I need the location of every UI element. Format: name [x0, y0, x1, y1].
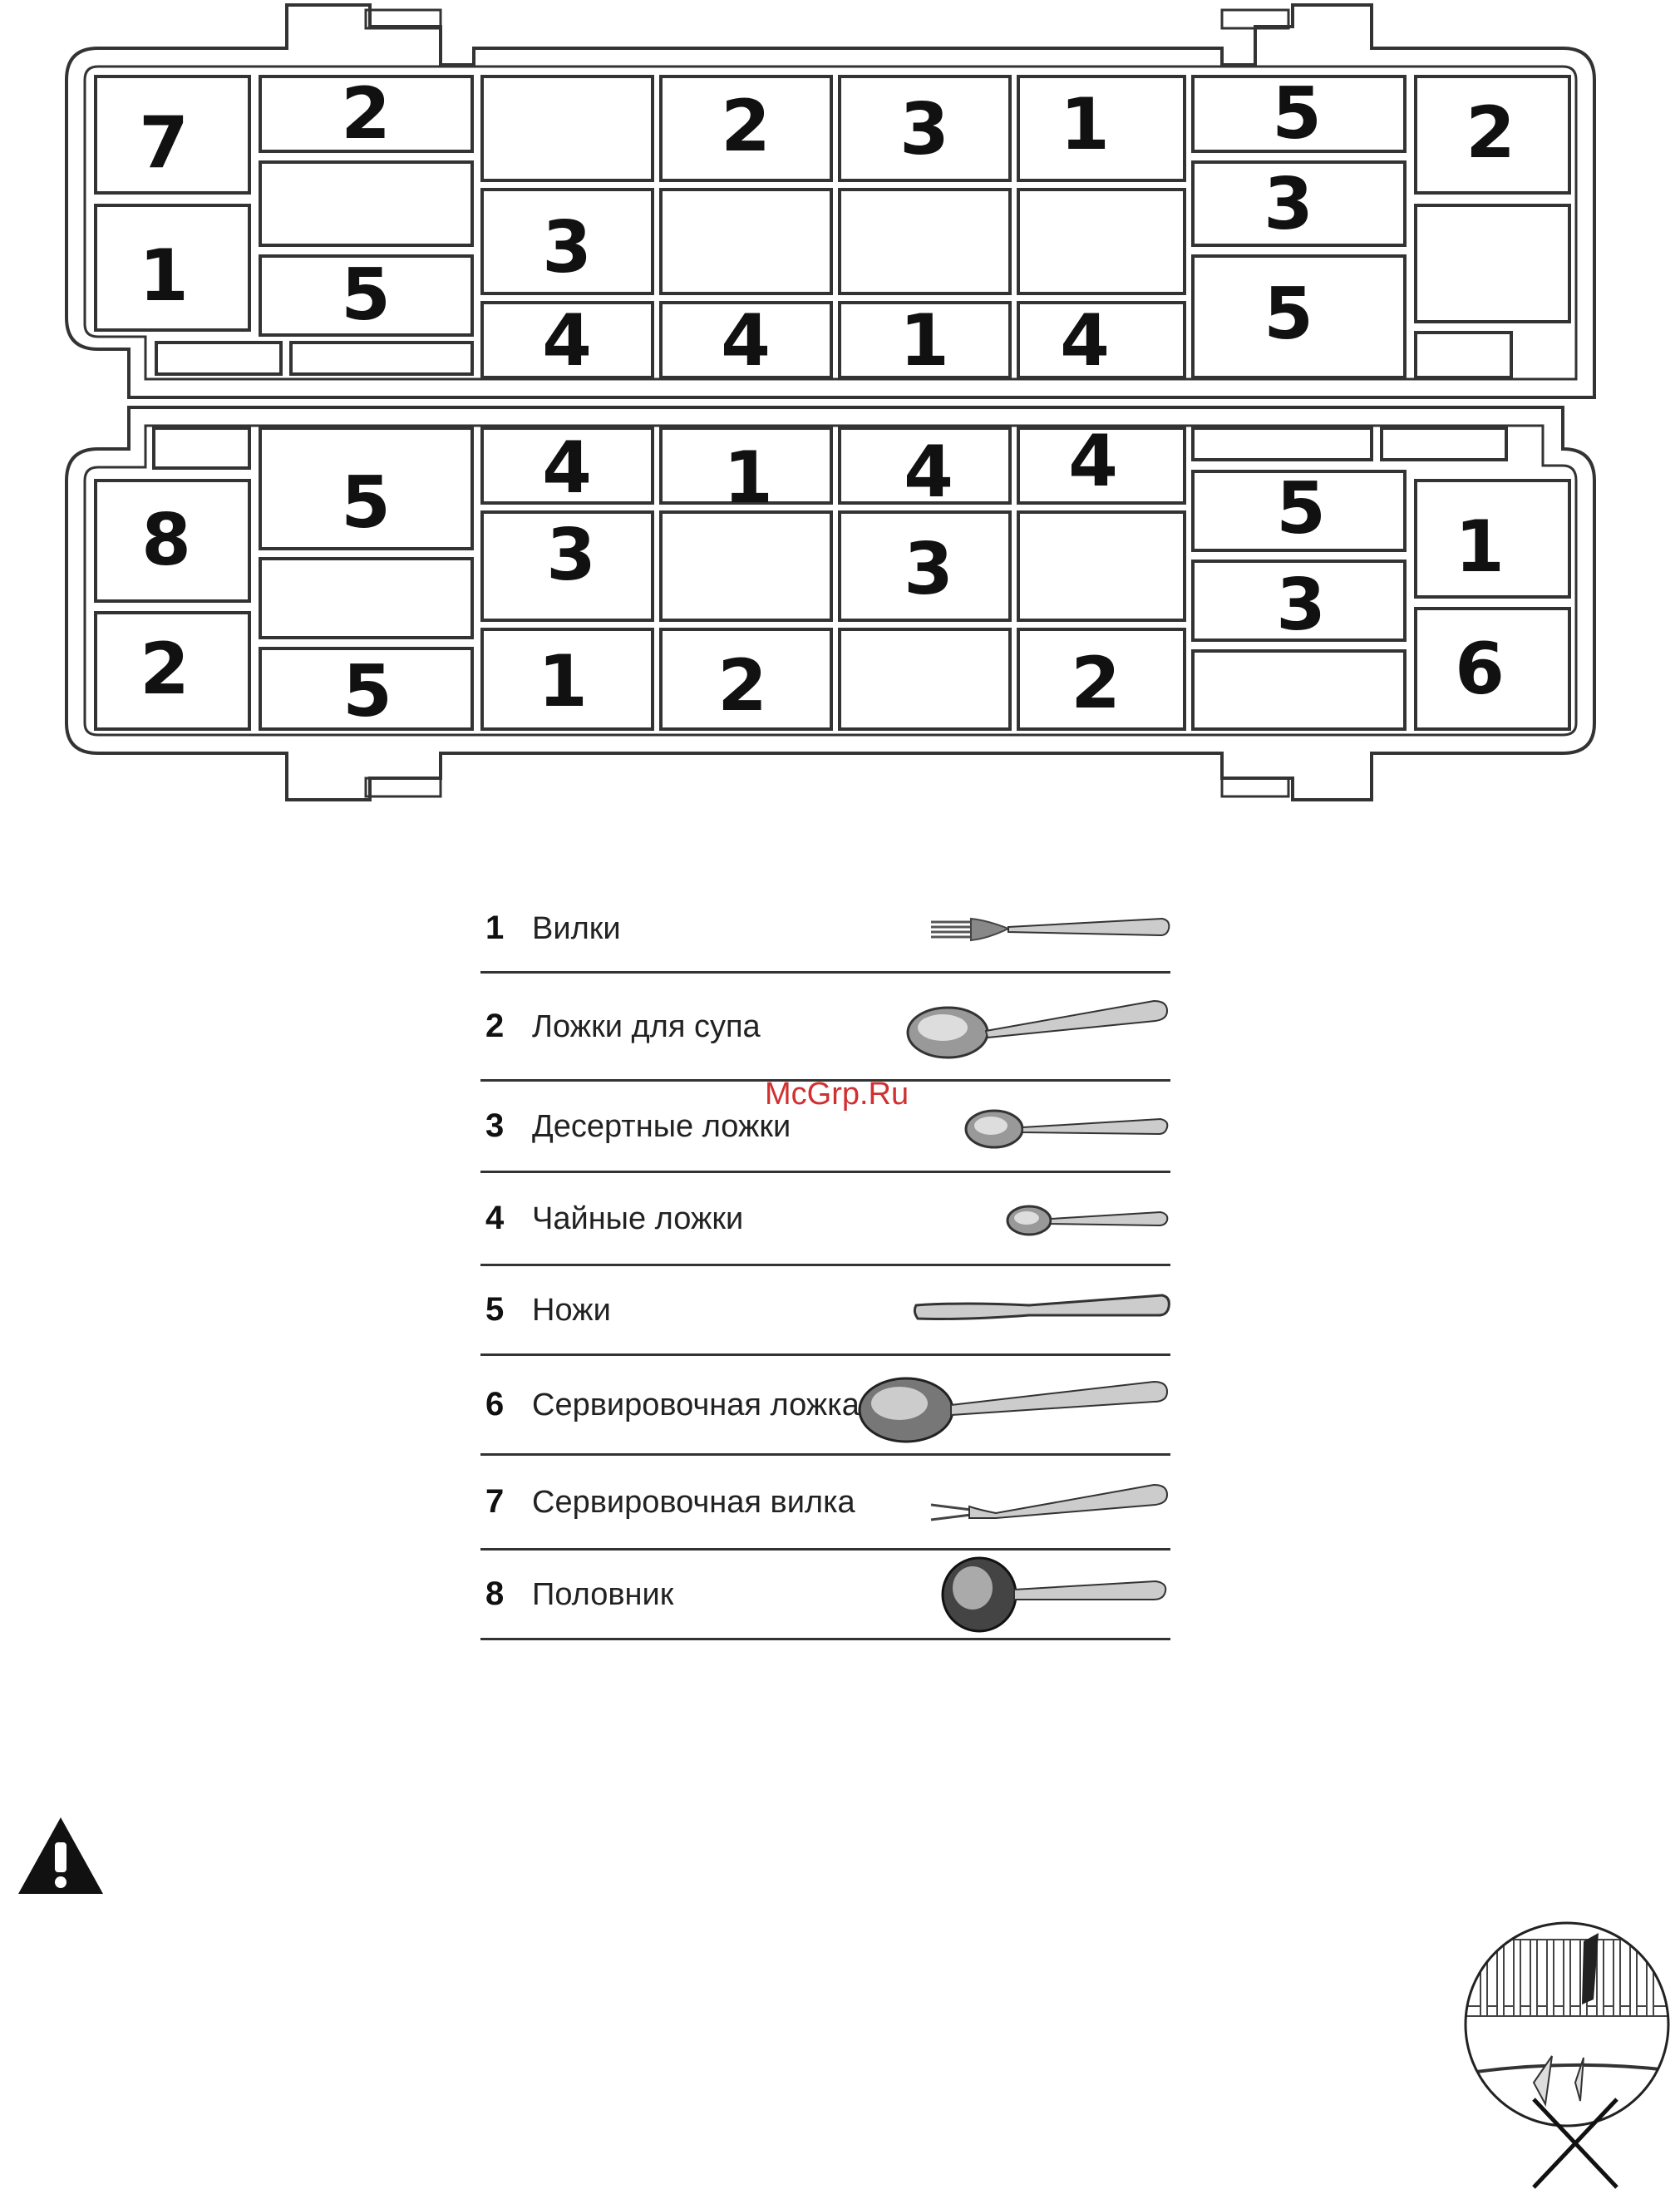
legend-label: Сервировочная ложка: [532, 1387, 860, 1422]
legend-row-serving-spoon: [480, 1356, 1170, 1456]
bottom-cell-c2-1: 1: [723, 436, 773, 520]
legend-row-forks: [480, 885, 1170, 974]
top-cell-c2-1: 2: [721, 85, 771, 168]
top-cell-c2-3: 4: [721, 299, 771, 382]
legend-label: Вилки: [532, 910, 621, 946]
fork-icon: [929, 904, 1170, 954]
legend-label: Половник: [532, 1576, 674, 1612]
cutlery-legend: [480, 885, 1170, 1640]
top-cell-left-1: 7: [139, 101, 189, 185]
bottom-cell-c3-2: 3: [904, 528, 953, 611]
bottom-cell-c1-1: 4: [542, 426, 592, 510]
dessert-spoon-icon: [963, 1097, 1170, 1156]
legend-row-teaspoons: [480, 1173, 1170, 1266]
serving-spoon-icon: [855, 1363, 1170, 1447]
watermark: McGrp.Ru: [765, 1077, 909, 1112]
knife-icon: [913, 1285, 1170, 1335]
top-cell-c3-1: 3: [899, 88, 949, 171]
top-cell-c1-2: 4: [542, 299, 592, 382]
bottom-cell-c1-3: 1: [538, 640, 588, 723]
legend-label: Десертные ложки: [532, 1108, 791, 1144]
dish-rack-illustration-icon: [1459, 1908, 1675, 2191]
soup-spoon-icon: [904, 989, 1170, 1064]
bottom-cell-c3-1: 4: [904, 431, 953, 514]
bottom-cell-col2-3: 5: [342, 650, 392, 733]
top-cell-right-1: 5: [1272, 72, 1322, 155]
top-cell-col2-1: 2: [341, 72, 391, 155]
teaspoon-icon: [1004, 1194, 1170, 1244]
bottom-cell-left-2: 2: [140, 628, 190, 711]
legend-row-soup-spoons: [480, 974, 1170, 1082]
legend-row-knives: [480, 1266, 1170, 1356]
bottom-cell-right-2: 3: [1276, 564, 1326, 647]
top-cell-c3-3: 1: [899, 299, 949, 382]
legend-number: 4: [485, 1200, 505, 1236]
top-cell-c1-1: 3: [542, 206, 592, 289]
top-cell-c4-1: 1: [1060, 83, 1110, 166]
bottom-cell-c2-3: 2: [717, 644, 767, 727]
top-cell-right-2: 3: [1264, 163, 1313, 246]
top-cell-right-3: 5: [1264, 273, 1313, 356]
ladle-icon: [938, 1553, 1170, 1636]
legend-label: Ножи: [532, 1292, 611, 1328]
top-cell-c4-3: 4: [1060, 299, 1110, 382]
top-cell-left-2: 1: [139, 234, 189, 318]
cutlery-tray-diagram: [0, 0, 1680, 815]
top-cell-col2-3: 5: [341, 254, 391, 337]
legend-number: 2: [485, 1008, 505, 1044]
legend-number: 8: [485, 1575, 505, 1612]
bottom-cell-far-right-2: 6: [1455, 628, 1505, 711]
legend-label: Ложки для супа: [532, 1008, 761, 1044]
legend-row-serving-fork: [480, 1456, 1170, 1551]
bottom-cell-c1-2: 3: [546, 514, 596, 597]
warning-icon: [15, 1814, 106, 1897]
legend-number: 1: [485, 910, 505, 946]
legend-number: 3: [485, 1107, 505, 1144]
top-cell-far-right-1: 2: [1466, 91, 1515, 175]
legend-number: 5: [485, 1291, 505, 1328]
legend-row-ladle: [480, 1551, 1170, 1640]
serving-fork-icon: [929, 1473, 1170, 1531]
bottom-cell-right-1: 5: [1276, 467, 1326, 550]
bottom-cell-col2-1: 5: [341, 461, 391, 545]
bottom-cell-far-right-1: 1: [1455, 505, 1505, 589]
legend-label: Сервировочная вилка: [532, 1484, 855, 1520]
bottom-cell-c4-3: 2: [1071, 642, 1121, 725]
bottom-cell-c4-1: 4: [1068, 420, 1118, 503]
bottom-cell-left-1: 8: [141, 499, 191, 582]
legend-label: Чайные ложки: [532, 1201, 744, 1236]
legend-number: 6: [485, 1386, 505, 1422]
legend-number: 7: [485, 1483, 505, 1520]
